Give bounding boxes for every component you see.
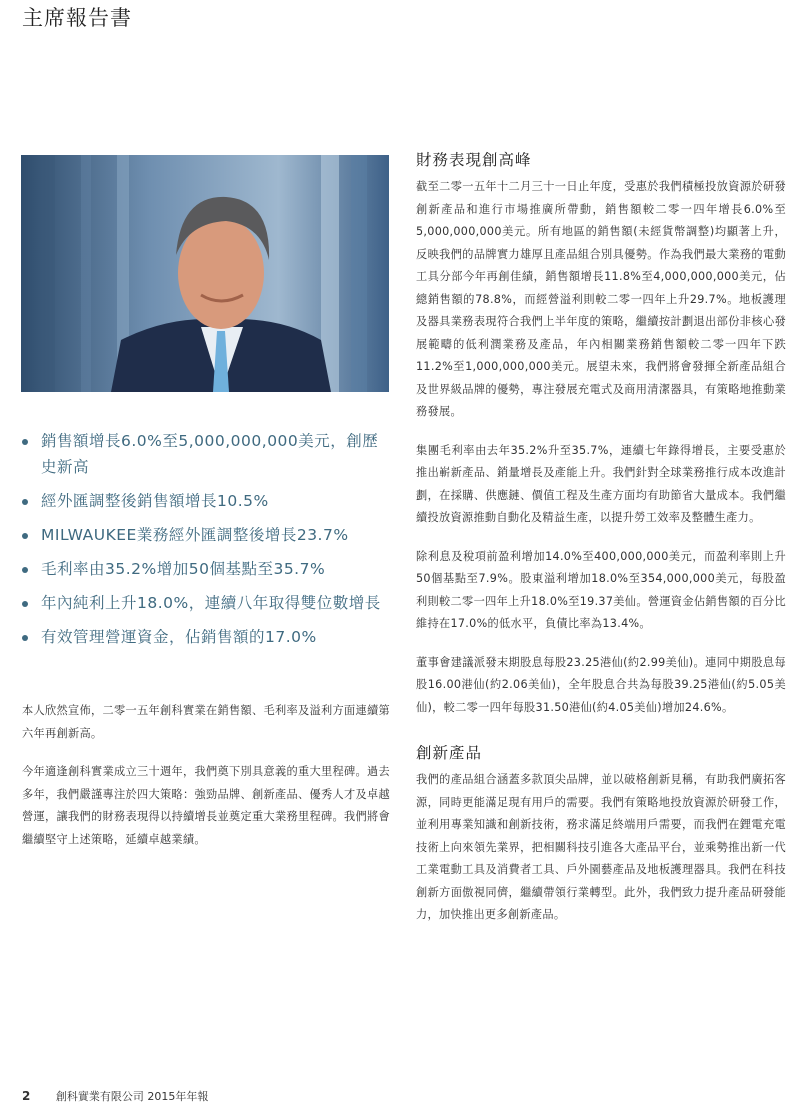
bullet-icon	[22, 499, 28, 505]
right-column	[416, 148, 786, 943]
bullet-icon	[22, 601, 28, 607]
intro-paragraph: 今年適逢創科實業成立三十週年，我們奠下別具意義的重大里程碑。過去多年，我們嚴謹專注於四大策略：強勁品牌、創新產品、優秀人才及卓越營運，讓我們的財務表現得以持續增長並奠定重大業務里程碑。我們將會繼續堅守上述策略，延續卓越業績。	[22, 765, 390, 846]
bullet-icon	[22, 567, 28, 573]
financial-paragraph: 董事會建議派發末期股息每股23.25港仙(約2.99美仙)。連同中期股息每股16.00港仙(約2.06美仙)，全年股息合共為每股39.25港仙(約5.05美仙)，較二零一四年每股31.50港仙(約4.05美仙)增加24.6%。	[416, 655, 786, 714]
financial-paragraph: 除利息及稅項前盈利增加14.0%至400,000,000美元，而盈利率則上升50個基點至7.9%。股東溢利增加18.0%至354,000,000美元，每股盈利則較二零一四年上升18.0%至19.37美仙。營運資金佔銷售額的百分比維持在17.0%的低水平，負債比率為13.4%。	[416, 549, 786, 630]
highlight-item: 銷售額增長6.0%至5,000,000,000美元，創歷史新高	[22, 428, 394, 480]
innovation-paragraph: 我們的產品組合涵蓋多款頂尖品牌，並以破格創新見稱，有助我們廣拓客源，同時更能滿足現有用戶的需要。我們有策略地投放資源於研發工作，並利用專業知識和創新技術，務求滿足終端用戶需要，而我們在鋰電充電技術上向來領先業界，把相關科技引進各大產品平台，並乘勢推出新一代工業電動工具及消費者工具、戶外園藝產品及地板護理器具。我們在科技創新方面傲視同儕，繼續帶領行業轉型。此外，我們致力提升產品研發能力，加快推出更多創新產品。	[416, 773, 786, 921]
highlight-item: 年內純利上升18.0%，連續八年取得雙位數增長	[22, 590, 394, 616]
highlight-item: 有效管理營運資金，佔銷售額的17.0%	[22, 624, 394, 650]
page-number: 2	[22, 1089, 31, 1103]
highlight-item: 毛利率由35.2%增加50個基點至35.7%	[22, 556, 394, 582]
page-title: 主席報告書	[22, 6, 132, 30]
intro-paragraph: 本人欣然宣佈，二零一五年創科實業在銷售額、毛利率及溢利方面連續第六年再創新高。	[22, 704, 390, 740]
innovation-heading: 創新產品	[416, 744, 483, 762]
financial-paragraph: 截至二零一五年十二月三十一日止年度，受惠於我們積極投放資源於研發創新產品和進行市場推廣所帶動，銷售額較二零一四年增長6.0%至5,000,000,000美元。所有地區的銷售額(未經貨幣調整)均顯著上升，反映我們的品牌實力雄厚且產品組合別具優勢。作為我們最大業務的電動工具分部今年再創佳績，銷售額增長11.8%至4,000,000,000美元，佔總銷售額的78.8%，而經營溢利則較二零一四年上升29.7%。地板護理及器具業務表現符合我們上半年度的策略，繼續按計劃退出部份非核心發展範疇的低利潤業務及產品，年內相關業務銷售額較二零一四年下跌11.2%至1,000,000,000美元。展望未來，我們將會發揮全新產品組合及世界級品牌的優勢，專注發展充電式及商用清潔器具，有策略地推動業務發展。	[416, 180, 786, 418]
highlight-item: 經外匯調整後銷售額增長10.5%	[22, 488, 394, 514]
bullet-icon	[22, 533, 28, 539]
intro-text	[22, 700, 390, 867]
bullet-icon	[22, 635, 28, 641]
bullet-icon	[22, 439, 28, 445]
page-footer	[22, 1088, 208, 1104]
publication-title: 創科實業有限公司 2015年年報	[55, 1090, 209, 1103]
financial-paragraph: 集團毛利率由去年35.2%升至35.7%，連續七年錄得增長，主要受惠於推出嶄新產品、銷量增長及產能上升。我們針對全球業務推行成本改進計劃，在採購、供應鏈、價值工程及生產方面均有助節省大量成本。我們繼續投放資源推動自動化及精益生產，以提升勞工效率及整體生產力。	[416, 443, 786, 524]
highlights-list	[22, 428, 394, 658]
financial-heading: 財務表現創高峰	[416, 151, 532, 169]
chairman-portrait-icon	[21, 155, 389, 392]
highlight-item: MILWAUKEE業務經外匯調整後增長23.7%	[22, 522, 394, 548]
chairman-photo	[21, 155, 389, 392]
